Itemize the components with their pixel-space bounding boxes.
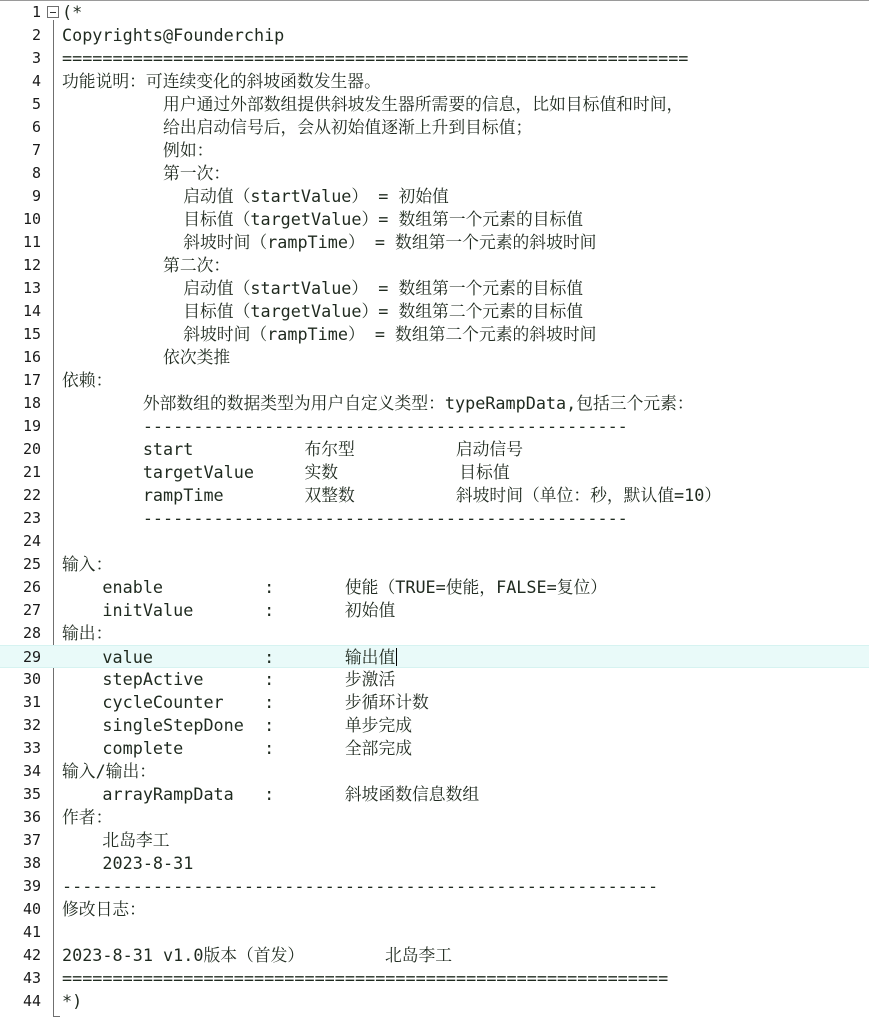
line-number: 18 [22, 394, 41, 412]
line-text[interactable]: (* [62, 2, 83, 22]
line-number: 31 [22, 693, 41, 711]
code-line[interactable] [0, 967, 869, 990]
line-text[interactable]: 第二次： [62, 255, 231, 275]
code-line[interactable] [0, 668, 869, 691]
code-line[interactable] [0, 852, 869, 875]
code-line[interactable] [0, 185, 869, 208]
line-text[interactable]: 斜坡时间（rampTime） = 数组第二个元素的斜坡时间 [62, 324, 597, 344]
fold-collapse-icon[interactable] [47, 6, 59, 18]
code-line[interactable] [0, 990, 869, 1013]
line-text[interactable]: 依赖： [62, 370, 113, 390]
line-text[interactable]: targetValue 实数 目标值 [62, 462, 510, 482]
line-number: 27 [22, 601, 41, 619]
line-text[interactable]: 作者： [62, 807, 113, 827]
line-text[interactable]: complete : 全部完成 [62, 738, 413, 758]
code-line[interactable] [0, 737, 869, 760]
line-text[interactable]: 北岛李工 [62, 830, 170, 850]
line-number: 40 [22, 900, 41, 918]
line-number: 22 [22, 486, 41, 504]
code-line[interactable] [0, 714, 869, 737]
code-line[interactable] [0, 116, 869, 139]
line-text[interactable]: enable : 使能（TRUE=使能，FALSE=复位） [62, 577, 608, 597]
line-number: 43 [22, 969, 41, 987]
code-line[interactable] [0, 47, 869, 70]
line-text[interactable]: 目标值（targetValue）= 数组第一个元素的目标值 [62, 209, 584, 229]
line-number: 41 [22, 923, 41, 941]
line-text[interactable]: singleStepDone : 单步完成 [62, 715, 413, 735]
line-text[interactable]: 2023-8-31 [62, 853, 194, 873]
line-number: 17 [22, 371, 41, 389]
code-line[interactable] [0, 944, 869, 967]
line-text[interactable]: ----------------------------------------------------------- [62, 876, 659, 896]
code-line[interactable] [0, 622, 869, 645]
text-cursor [396, 648, 397, 666]
line-text[interactable]: 第一次： [62, 163, 231, 183]
line-number: 42 [22, 946, 41, 964]
code-line[interactable] [0, 415, 869, 438]
line-text[interactable]: 输入/输出： [62, 761, 157, 781]
code-line[interactable] [0, 277, 869, 300]
line-number: 19 [22, 417, 41, 435]
line-text[interactable]: 功能说明：可连续变化的斜坡函数发生器。 [62, 71, 381, 91]
line-number: 30 [22, 670, 41, 688]
line-text[interactable]: 2023-8-31 v1.0版本（首发） 北岛李工 [62, 945, 453, 965]
line-text[interactable]: 斜坡时间（rampTime） = 数组第一个元素的斜坡时间 [62, 232, 597, 252]
line-number: 4 [31, 72, 41, 90]
code-line[interactable] [0, 93, 869, 116]
line-text[interactable]: ------------------------------------------------ [62, 508, 628, 528]
code-line[interactable] [0, 760, 869, 783]
line-number: 34 [22, 762, 41, 780]
code-line[interactable] [0, 806, 869, 829]
code-line[interactable] [0, 530, 869, 553]
line-text[interactable]: *) [62, 991, 83, 1011]
code-line[interactable] [0, 24, 869, 47]
code-lines[interactable] [0, 1, 869, 1013]
line-text[interactable]: 依次类推 [62, 347, 231, 367]
code-line[interactable] [0, 921, 869, 944]
line-number: 44 [22, 992, 41, 1010]
line-number: 10 [22, 210, 41, 228]
code-line[interactable] [0, 829, 869, 852]
code-line[interactable] [0, 392, 869, 415]
code-line[interactable] [0, 70, 869, 93]
line-text[interactable]: ============================================================== [62, 48, 689, 68]
line-text[interactable]: start 布尔型 启动信号 [62, 439, 523, 459]
line-number: 36 [22, 808, 41, 826]
line-text[interactable]: Copyrights@Founderchip [62, 25, 285, 45]
line-text[interactable]: 外部数组的数据类型为用户自定义类型：typeRampData,包括三个元素： [62, 393, 694, 413]
line-text[interactable]: ------------------------------------------------ [62, 416, 628, 436]
line-text[interactable]: 启动值（startValue） = 初始值 [62, 186, 449, 206]
line-number: 1 [31, 3, 41, 21]
line-text[interactable]: ============================================================ [62, 968, 669, 988]
line-number: 3 [31, 49, 41, 67]
code-line[interactable] [0, 875, 869, 898]
code-line[interactable] [0, 599, 869, 622]
code-line[interactable] [0, 346, 869, 369]
line-number: 25 [22, 555, 41, 573]
line-text[interactable]: rampTime 双整数 斜坡时间（单位：秒，默认值=10） [62, 485, 722, 505]
line-number: 6 [31, 118, 41, 136]
line-number: 12 [22, 256, 41, 274]
code-line[interactable] [0, 323, 869, 346]
line-number: 38 [22, 854, 41, 872]
line-text[interactable]: 输出： [62, 623, 113, 643]
line-text[interactable]: arrayRampData : 斜坡函数信息数组 [62, 784, 480, 804]
line-number: 23 [22, 509, 41, 527]
line-number: 32 [22, 716, 41, 734]
line-number: 39 [22, 877, 41, 895]
line-number: 11 [22, 233, 41, 251]
code-line[interactable] [0, 231, 869, 254]
code-line[interactable] [0, 254, 869, 277]
line-number: 2 [31, 26, 41, 44]
code-line[interactable] [0, 162, 869, 185]
code-line[interactable] [0, 369, 869, 392]
line-text[interactable]: value : 输出值 [62, 647, 396, 667]
line-number: 21 [22, 463, 41, 481]
line-text[interactable]: 用户通过外部数组提供斜坡发生器所需要的信息，比如目标值和时间， [62, 94, 684, 114]
code-line[interactable] [0, 139, 869, 162]
code-line[interactable] [0, 438, 869, 461]
line-number: 5 [31, 95, 41, 113]
line-number: 8 [31, 164, 41, 182]
code-line[interactable] [0, 576, 869, 599]
line-number: 29 [22, 648, 41, 666]
code-line[interactable] [0, 1, 869, 24]
line-text[interactable]: 修改日志： [62, 899, 146, 919]
code-line[interactable] [0, 691, 869, 714]
code-line[interactable] [0, 553, 869, 576]
line-number: 9 [31, 187, 41, 205]
line-number: 26 [22, 578, 41, 596]
line-number: 37 [22, 831, 41, 849]
line-number: 33 [22, 739, 41, 757]
line-text[interactable]: initValue : 初始值 [62, 600, 396, 620]
line-text[interactable]: 输入： [62, 554, 113, 574]
line-number: 14 [22, 302, 41, 320]
code-line[interactable] [0, 898, 869, 921]
line-text[interactable]: 目标值（targetValue）= 数组第二个元素的目标值 [62, 301, 584, 321]
code-line[interactable] [0, 208, 869, 231]
line-text[interactable]: 启动值（startValue） = 数组第一个元素的目标值 [62, 278, 584, 298]
fold-guide-end [53, 1016, 60, 1017]
line-number: 35 [22, 785, 41, 803]
line-number: 16 [22, 348, 41, 366]
line-number: 7 [31, 141, 41, 159]
line-text[interactable]: stepActive : 步激活 [62, 669, 396, 689]
line-number: 28 [22, 624, 41, 642]
line-text[interactable]: 例如： [62, 140, 214, 160]
line-text[interactable]: cycleCounter : 步循环计数 [62, 692, 429, 712]
line-number: 15 [22, 325, 41, 343]
code-line[interactable] [0, 783, 869, 806]
line-number: 13 [22, 279, 41, 297]
code-line[interactable] [0, 507, 869, 530]
code-line[interactable] [0, 461, 869, 484]
line-number: 20 [22, 440, 41, 458]
code-line[interactable] [0, 645, 869, 668]
line-text[interactable]: 给出启动信号后，会从初始值逐渐上升到目标值； [62, 117, 533, 137]
code-line[interactable] [0, 300, 869, 323]
line-number: 24 [22, 532, 41, 550]
code-line[interactable] [0, 484, 869, 507]
